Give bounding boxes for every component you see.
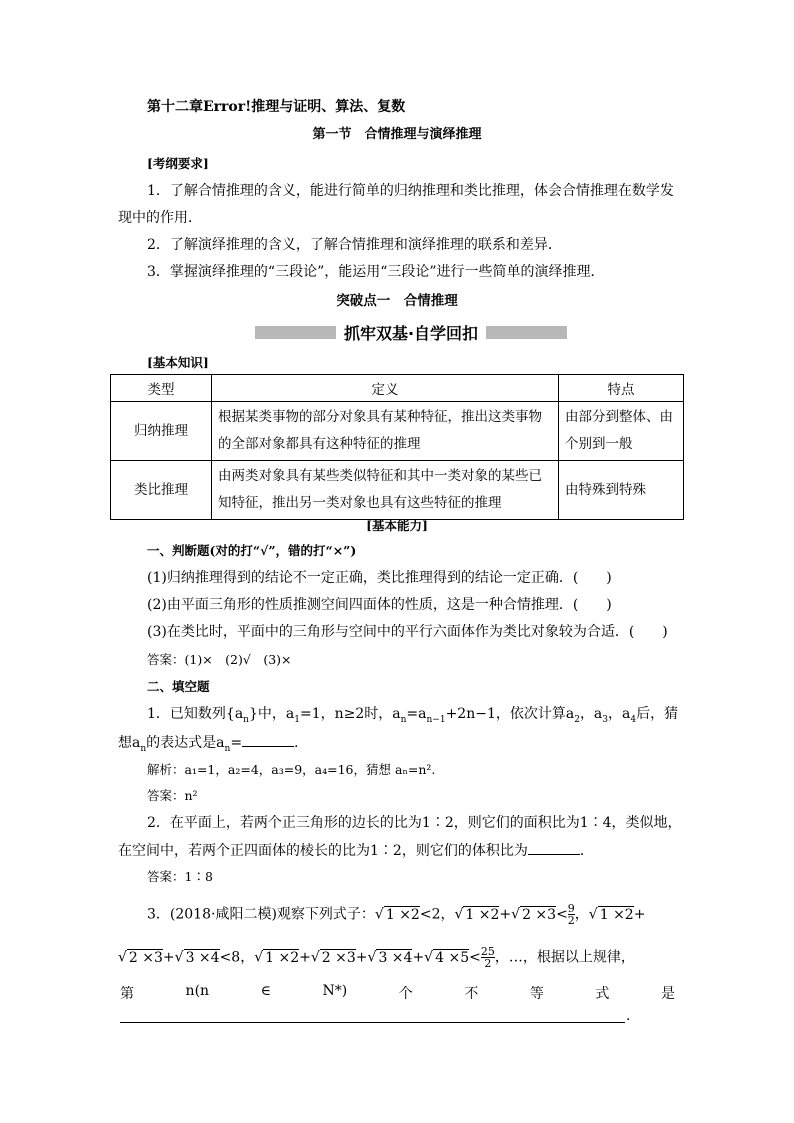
outline-item-1-line-2: 现中的作用． [118, 210, 202, 226]
table-header-cell: 定义 [212, 375, 559, 402]
fill-heading: 二、填空题 [147, 679, 210, 694]
knowledge-table [110, 374, 684, 520]
fraction: $\frac{9}{2}$ [567, 902, 575, 927]
fill-question-2-answer: 答案：1∶8 [147, 869, 213, 884]
fill-question-2-line-2: 在空间中，若两个正四面体的棱长的比为1∶2，则它们的体积比为 . [118, 843, 585, 859]
fill-question-2-line-1: 2．在平面上，若两个正三角形的边长的比为1∶2，则它们的面积比为1∶4，类似地， [147, 815, 682, 831]
judge-question-3: (3)在类比时，平面中的三角形与空间中的平行六面体作为类比对象较为合适．( ) [147, 624, 668, 640]
breakthrough-title: 突破点一 合情推理 [336, 293, 458, 309]
basic-knowledge-heading: [基本知识] [147, 355, 209, 370]
basic-ability-heading: [基本能力] [366, 518, 428, 533]
judge-answer: 答案：(1)× (2)√ (3)× [147, 652, 292, 667]
outline-item-3: 3．掌握演绎推理的“三段论”，能运用“三段论”进行一些简单的演绎推理． [147, 264, 605, 280]
fill-question-1-answer: 答案：n² [147, 788, 198, 803]
banner-left-bar [255, 326, 336, 339]
period: . [626, 1008, 631, 1024]
fraction: $\frac{25}{2}$ [480, 945, 495, 970]
table-cell-definition: 由两类对象具有某些类似特征和其中一类对象的某些已知特征，推出另一类对象也具有这些特征的推理 [212, 461, 559, 520]
table-cell-type: 归纳推理 [111, 402, 212, 461]
fill-question-3-line-3: 第 n(n ∈ N*) 个 不 等 式 是 [120, 983, 675, 1002]
judge-question-1: (1)归纳推理得到的结论不一定正确，类比推理得到的结论一定正确．( ) [147, 570, 612, 586]
answer-blank [528, 842, 580, 855]
fill-question-1-analysis: 解析：a₁=1，a₂=4，a₃=9，a₄=16，猜想 aₙ=n². [147, 762, 436, 777]
answer-blank [242, 734, 294, 747]
chapter-title: 第十二章Error!推理与证明、算法、复数 [147, 99, 406, 115]
outline-heading: [考纲要求] [147, 156, 209, 171]
fill-question-1-line-2: 想$a_n$的表达式是$a_n=$ . [118, 735, 299, 754]
table-header-row [111, 375, 684, 402]
table-header-cell: 类型 [111, 375, 212, 402]
outline-item-1-line-1: 1．了解合情推理的含义，能进行简单的归纳推理和类比推理，体会合情推理在数学发 [147, 183, 674, 199]
table-row [111, 402, 684, 461]
outline-item-2: 2．了解演绎推理的含义，了解合情推理和演绎推理的联系和差异． [147, 237, 562, 253]
judge-question-2: (2)由平面三角形的性质推测空间四面体的性质，这是一种合情推理．( ) [147, 597, 612, 613]
banner-right-bar [486, 326, 567, 339]
answer-line [120, 1022, 625, 1023]
table-cell-feature: 由特殊到特殊 [559, 461, 684, 520]
section-banner [255, 322, 567, 342]
table-cell-type: 类比推理 [111, 461, 212, 520]
section-title: 第一节 合情推理与演绎推理 [312, 127, 482, 142]
table-header-cell: 特点 [559, 375, 684, 402]
table-cell-definition: 根据某类事物的部分对象具有某种特征，推出这类事物的全部对象都具有这种特征的推理 [212, 402, 559, 461]
fill-question-3-line-1: 3．(2018·咸阳二模)观察下列式子：√ 1 ×2<2，√ 1 ×2+√ 2 ×3< $\frac{9}{2}$ ，√ 1 ×2+ [147, 902, 646, 927]
table-cell-feature: 由部分到整体、由个别到一般 [559, 402, 684, 461]
fill-question-3-line-2: √ 2 ×3+√ 3 ×4<8，√ 1 ×2+√ 2 ×3+√ 3 ×4+√ 4 ×5< $\frac{25}{2}$ ，…，根据以上规律， [118, 945, 635, 970]
judge-heading: 一、判断题(对的打“√”，错的打“×”) [147, 543, 357, 558]
banner-text: 抓牢双基·自学回扣 [343, 323, 479, 343]
fill-question-1-line-1: 1．已知数列$\{a_n\}$中，$a_1=1$，n≥2时，$a_n=a_{n-1}+2n-1$，依次计算$a_2$，$a_3$，$a_4$后，猜 [147, 706, 679, 725]
table-row [111, 461, 684, 520]
